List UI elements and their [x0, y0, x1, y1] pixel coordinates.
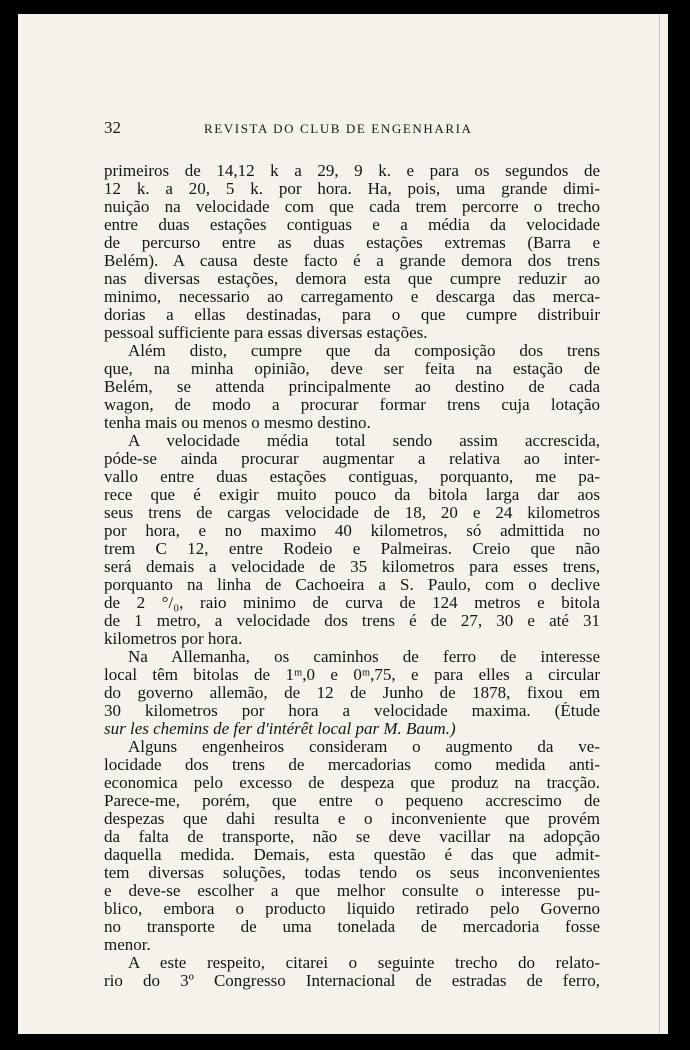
text-line: trem C 12, entre Rodeio e Palmeiras. Creio que não: [104, 540, 600, 558]
text-line: A este respeito, citarei o seguinte trecho do relato-: [128, 954, 600, 972]
running-title: REVISTA DO CLUB DE ENGENHARIA: [204, 121, 473, 136]
text-line: rece que é exigir muito pouco da bitola larga dar aos: [104, 486, 600, 504]
page-header: [104, 118, 599, 138]
text-line: nuição na velocidade com que cada trem percorre o trecho: [104, 198, 600, 216]
text-line: menor.: [104, 936, 151, 954]
text-line: no transporte de uma tonelada de mercadoria fosse: [104, 918, 600, 936]
text-line: 12 k. a 20, 5 k. por hora. Ha, pois, uma grande dimi-: [104, 180, 600, 198]
text-line: que, na minha opinião, deve ser feita na estação de: [104, 360, 600, 378]
text-line: será demais a velocidade de 35 kilometros para esses trens,: [104, 558, 600, 576]
text-line: Alguns engenheiros consideram o augmento da ve-: [128, 738, 600, 756]
text-line: Parece-me, porém, que entre o pequeno accrescimo de: [104, 792, 600, 810]
text-line: e deve-se escolher a que melhor consulte o interesse pu-: [104, 882, 600, 900]
text-line: do governo allemão, de 12 de Junho de 1878, fixou em: [104, 684, 600, 702]
text-line: minimo, necessario ao carregamento e descarga das merca-: [104, 288, 600, 306]
text-line: 30 kilometros por hora a velocidade maxima. (Étude: [104, 702, 600, 720]
text-line: Belém, se attenda principalmente ao destino de cada: [104, 378, 600, 396]
text-line: local têm bitolas de 1ᵐ,0 e 0ᵐ,75, e para elles a circular: [104, 666, 600, 684]
text-line: daquella medida. Demais, esta questão é das que admit-: [104, 846, 600, 864]
text-line: póde-se ainda procurar augmentar a relativa ao inter-: [104, 450, 600, 468]
text-line: sur les chemins de fer d'intérêt local par M. Baum.): [104, 720, 456, 738]
text-line: vallo entre duas estações contiguas, porquanto, me pa-: [104, 468, 600, 486]
text-line: rio do 3º Congresso Internacional de estradas de ferro,: [104, 972, 600, 990]
text-line: kilometros por hora.: [104, 630, 243, 648]
text-line: locidade dos trens de mercadorias como medida anti-: [104, 756, 600, 774]
text-line: despezas que dahi resulta e o inconveniente que provém: [104, 810, 600, 828]
page-number: 32: [104, 118, 121, 137]
text-line: de percurso entre as duas estações extremas (Barra e: [104, 234, 600, 252]
text-line: tenha mais ou menos o mesmo destino.: [104, 414, 371, 432]
text-line: blico, embora o producto liquido retirado pelo Governo: [104, 900, 600, 918]
text-line: de 2 °/₀, raio minimo de curva de 124 metros e bitola: [104, 594, 600, 612]
text-line: tem diversas soluções, todas tendo os seus inconvenientes: [104, 864, 600, 882]
document-page: [18, 14, 668, 1034]
text-line: dorias a ellas destinadas, para o que cumpre distribuir: [104, 306, 600, 324]
page-edge-line: [659, 14, 660, 1034]
text-line: de 1 metro, a velocidade dos trens é de 27, 30 e até 31: [104, 612, 600, 630]
text-line: Na Allemanha, os caminhos de ferro de interesse: [128, 648, 600, 666]
text-line: primeiros de 14,12 k a 29, 9 k. e para os segundos de: [104, 162, 600, 180]
text-line: porquanto na linha de Cachoeira a S. Paulo, com o declive: [104, 576, 600, 594]
text-line: da falta de transporte, não se deve vacillar na adopção: [104, 828, 600, 846]
body-text: [104, 162, 600, 990]
text-line: Além disto, cumpre que da composição dos trens: [128, 342, 600, 360]
text-line: pessoal sufficiente para essas diversas estações.: [104, 324, 428, 342]
text-line: seus trens de cargas velocidade de 18, 20 e 24 kilometros: [104, 504, 600, 522]
text-line: por hora, e no maximo 40 kilometros, só admittida no: [104, 522, 600, 540]
text-line: Belém). A causa deste facto é a grande demora dos trens: [104, 252, 600, 270]
text-line: nas diversas estações, demora esta que cumpre reduzir ao: [104, 270, 600, 288]
text-line: wagon, de modo a procurar formar trens cuja lotação: [104, 396, 600, 414]
text-line: entre duas estações contiguas e a média da velocidade: [104, 216, 600, 234]
text-line: economica pelo excesso de despeza que produz na tracção.: [104, 774, 600, 792]
text-line: A velocidade média total sendo assim accrescida,: [128, 432, 600, 450]
